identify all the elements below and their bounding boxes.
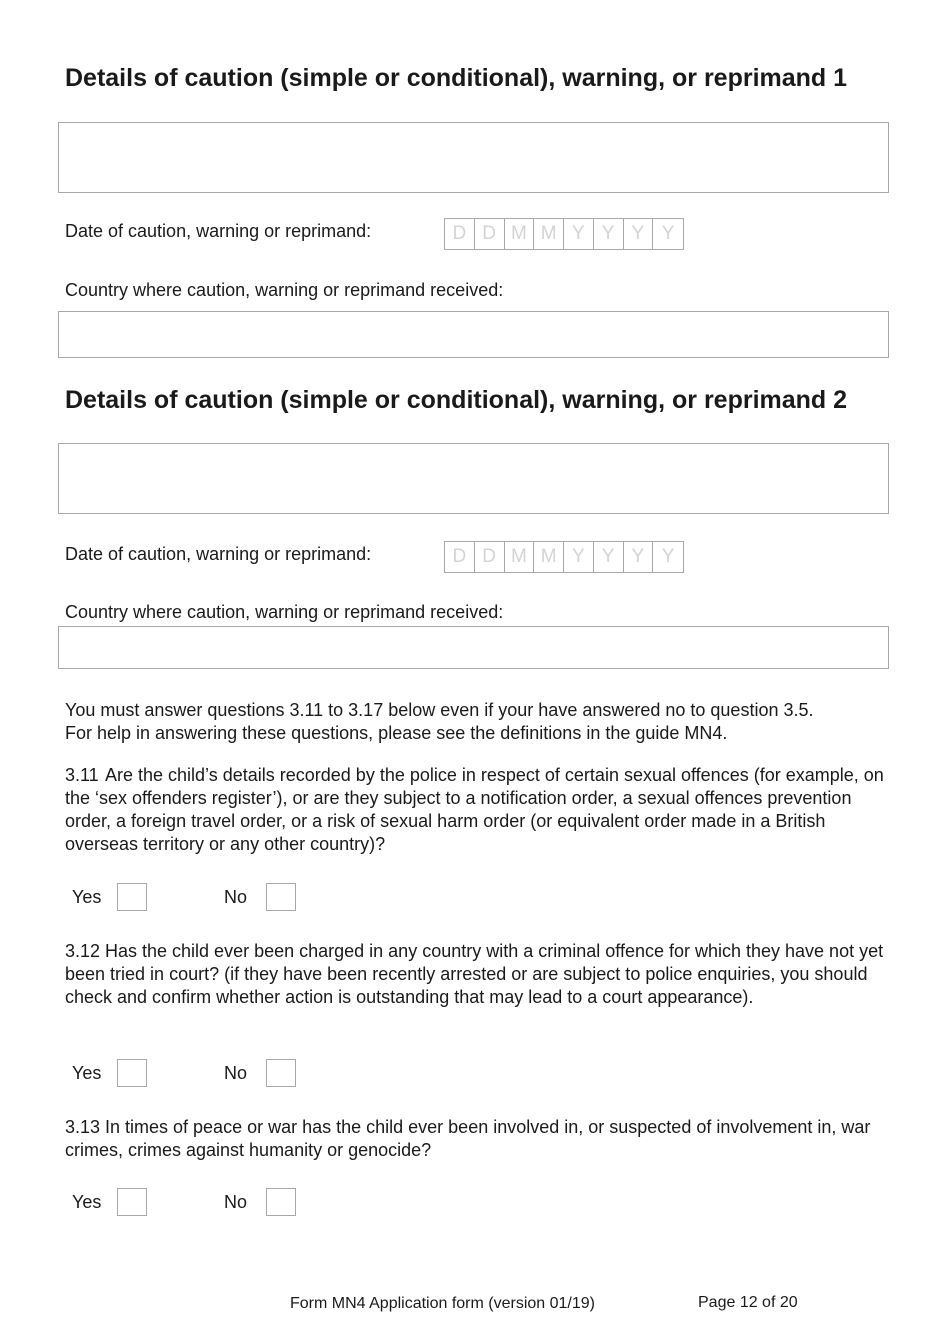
date-cell: D <box>445 542 475 572</box>
yes-label: Yes <box>72 1063 102 1083</box>
date-cell: Y <box>594 219 624 249</box>
date-cell: D <box>475 542 505 572</box>
question-3-11 <box>65 764 885 856</box>
yes-checkbox-3-13[interactable] <box>117 1188 147 1216</box>
date-cell: Y <box>564 542 594 572</box>
footer-form-name: Form MN4 Application form (version 01/19) <box>290 1295 595 1312</box>
section-heading-2: Details of caution (simple or conditional), warning, or reprimand 2 <box>65 386 848 414</box>
country-field-2[interactable] <box>58 626 889 669</box>
caution-details-field-2[interactable] <box>58 443 889 514</box>
yes-checkbox-3-11[interactable] <box>117 883 147 911</box>
question-3-12 <box>65 940 885 1009</box>
yes-label: Yes <box>72 887 102 907</box>
question-text: Are the child’s details recorded by the police in respect of certain sexual offences (for example, on the ‘sex offenders register’), or are they subject to a notification order, a sexual offences prevention order, a foreign travel order, or a risk of sexual harm order (or equivalent order made in a British overseas territory or any other country)? <box>65 765 884 854</box>
date-cell: D <box>475 219 505 249</box>
question-text: Has the child ever been charged in any country with a criminal offence for which they have not yet been tried in court? (if they have been recently arrested or are subject to police enquiries, you should check and confirm whether action is outstanding that may lead to a court appearance). <box>65 941 884 1007</box>
intro-line-1: You must answer questions 3.11 to 3.17 below even if your have answered no to question 3.5. <box>65 700 814 720</box>
date-label-1: Date of caution, warning or reprimand: <box>65 221 372 241</box>
footer-page-number: Page 12 of 20 <box>698 1294 798 1311</box>
date-cell: Y <box>624 542 654 572</box>
date-cell: Y <box>624 219 654 249</box>
section-heading-1: Details of caution (simple or conditional), warning, or reprimand 1 <box>65 64 848 92</box>
date-cell: M <box>534 219 564 249</box>
date-cell: Y <box>661 546 675 567</box>
date-label-2: Date of caution, warning or reprimand: <box>65 544 372 564</box>
intro-line-2: For help in answering these questions, please see the definitions in the guide MN4. <box>65 723 728 743</box>
date-cell: Y <box>564 219 594 249</box>
date-cell: Y <box>594 542 624 572</box>
question-number: 3.13 <box>65 1117 101 1137</box>
question-number: 3.12 <box>65 941 101 961</box>
no-checkbox-3-13[interactable] <box>266 1188 296 1216</box>
caution-details-field-1[interactable] <box>58 122 889 193</box>
country-label-1: Country where caution, warning or reprimand received: <box>65 280 504 300</box>
yes-label: Yes <box>72 1192 102 1212</box>
no-checkbox-3-11[interactable] <box>266 883 296 911</box>
country-field-1[interactable] <box>58 311 889 358</box>
country-label-2: Country where caution, warning or reprimand received: <box>65 602 504 622</box>
no-checkbox-3-12[interactable] <box>266 1059 296 1087</box>
question-3-13 <box>65 1116 885 1162</box>
date-cell: M <box>505 542 535 572</box>
question-text: In times of peace or war has the child ever been involved in, or suspected of involvement in, war crimes, crimes against humanity or genocide? <box>65 1117 871 1160</box>
date-cell: D <box>445 219 475 249</box>
intro-text <box>65 699 885 745</box>
no-label: No <box>224 1063 248 1083</box>
date-cell: M <box>505 219 535 249</box>
yes-checkbox-3-12[interactable] <box>117 1059 147 1087</box>
no-label: No <box>224 1192 248 1212</box>
no-label: No <box>224 887 248 907</box>
question-number: 3.11 <box>65 765 99 785</box>
date-input-1[interactable] <box>444 218 684 250</box>
date-cell: M <box>534 542 564 572</box>
date-input-2[interactable] <box>444 541 684 573</box>
date-cell: Y <box>661 223 675 244</box>
